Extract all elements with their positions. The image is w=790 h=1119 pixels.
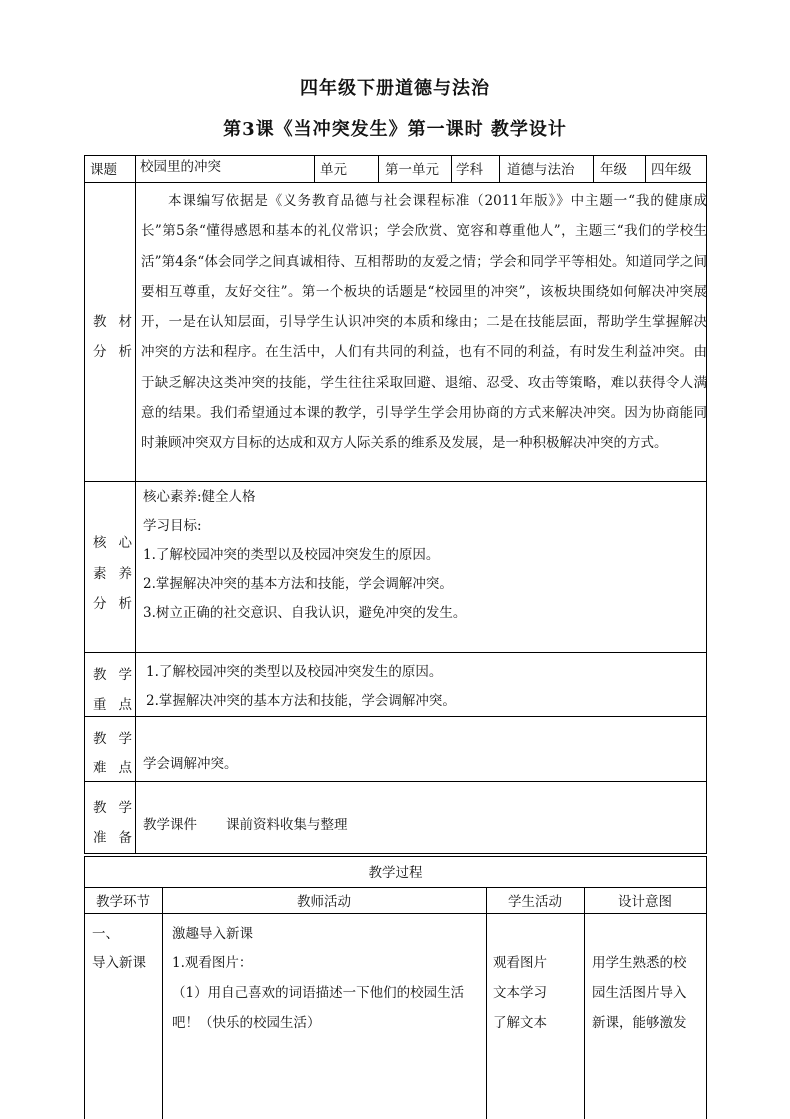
design-intent-line-2: 园生活图片导入 <box>592 985 687 1001</box>
key-point-2: 2.掌握解决冲突的基本方法和技能，学会调解冲突。 <box>146 693 456 709</box>
learning-goal-2: 2.掌握解决冲突的基本方法和技能，学会调解冲突。 <box>143 576 453 592</box>
teacher-activity-line-2: 1.观看图片： <box>172 955 253 971</box>
difficulties-text: 学会调解冲突。 <box>143 756 238 772</box>
grade-label: 年级 <box>600 162 627 178</box>
process-title: 教学过程 <box>368 865 423 881</box>
key-points-label-1: 教学 <box>93 667 144 683</box>
student-activity-line-3: 了解文本 <box>493 1015 547 1031</box>
key-points-label-2: 重点 <box>93 697 144 713</box>
core-literacy-text: 核心素养:健全人格 <box>143 489 256 505</box>
design-intent-line-3: 新课，能够激发 <box>592 1015 687 1031</box>
student-activity-line-1: 观看图片 <box>493 955 547 971</box>
core-literacy-label-3: 分析 <box>93 596 144 612</box>
stage-number: 一、 <box>92 926 119 942</box>
document-title: 四年级下册道德与法治 <box>300 78 490 99</box>
material-analysis-label-2: 分析 <box>93 344 144 360</box>
learning-goals-title: 学习目标: <box>143 518 202 534</box>
learning-goal-1: 1.了解校园冲突的类型以及校园冲突发生的原因。 <box>143 547 440 563</box>
difficulties-label-1: 教学 <box>93 731 144 747</box>
student-activity-line-2: 文本学习 <box>493 985 547 1001</box>
material-analysis-text: 本课编写依据是《义务教育品德与社会课程标准（2011年版》》中主题一“我的健康成长”第5条“懂得感恩和基本的礼仪常识；学会欣赏、宽容和尊重他人”，主题三“我们的学校生活”第4条“体会同学之间真诚相待、互相帮助的友爱之情；学会和同学平等相处。知道同学之间要相互尊重，友好交往”。第一个板块的话题是“校园里的冲突”，该板块围绕如何解决冲突展开，一是在认知层面，引导学生认识冲突的本质和缘由；二是在技能层面，帮助学生掌握解决冲突的方法和程序。在生活中，人们有共同的利益，也有不同的利益，有时发生利益冲突。由于缺乏解决这类冲突的技能，学生往往采取回避、退缩、忍受、攻击等策略，难以获得令人满意的结果。我们希望通过本课的教学，引导学生学会用协商的方式来解决冲突。因为协商能同时兼顾冲突双方目标的达成和双方人际关系的维系及发展，是一种积极解决冲突的方式。 <box>141 193 707 452</box>
material-analysis-label-1: 教材 <box>93 314 144 330</box>
grade-value: 四年级 <box>651 162 692 178</box>
core-literacy-label-2: 素养 <box>93 566 144 582</box>
process-header-intent: 设计意图 <box>618 894 672 910</box>
unit-label: 单元 <box>320 162 347 178</box>
teacher-activity-line-1: 激趣导入新课 <box>172 926 253 942</box>
process-header-student: 学生活动 <box>508 894 562 910</box>
subject-label: 学科 <box>456 162 483 178</box>
key-point-1: 1.了解校园冲突的类型以及校园冲突发生的原因。 <box>146 664 443 680</box>
unit-value: 第一单元 <box>385 162 439 178</box>
lesson-title: 第3课《当冲突发生》第一课时 教学设计 <box>223 119 567 140</box>
preparation-label-1: 教学 <box>93 800 144 816</box>
teacher-activity-line-4: 吧！（快乐的校园生活） <box>172 1015 321 1031</box>
topic-value: 校园里的冲突 <box>140 159 221 175</box>
stage-name: 导入新课 <box>92 955 146 971</box>
learning-goal-3: 3.树立正确的社交意识、自我认识，避免冲突的发生。 <box>143 605 467 621</box>
process-header-teacher: 教师活动 <box>297 894 351 910</box>
preparation-item-2: 课前资料收集与整理 <box>226 817 348 833</box>
teacher-activity-line-3: （1）用自己喜欢的词语描述一下他们的校园生活 <box>172 985 465 1001</box>
difficulties-label-2: 难点 <box>93 760 144 776</box>
topic-label: 课题 <box>90 162 117 178</box>
design-intent-line-1: 用学生熟悉的校 <box>592 955 687 971</box>
subject-value: 道德与法治 <box>507 162 575 178</box>
preparation-label-2: 准备 <box>93 830 144 846</box>
core-literacy-label-1: 核心 <box>93 535 144 551</box>
preparation-item-1: 教学课件 <box>143 817 197 833</box>
process-header-stage: 教学环节 <box>96 894 150 910</box>
